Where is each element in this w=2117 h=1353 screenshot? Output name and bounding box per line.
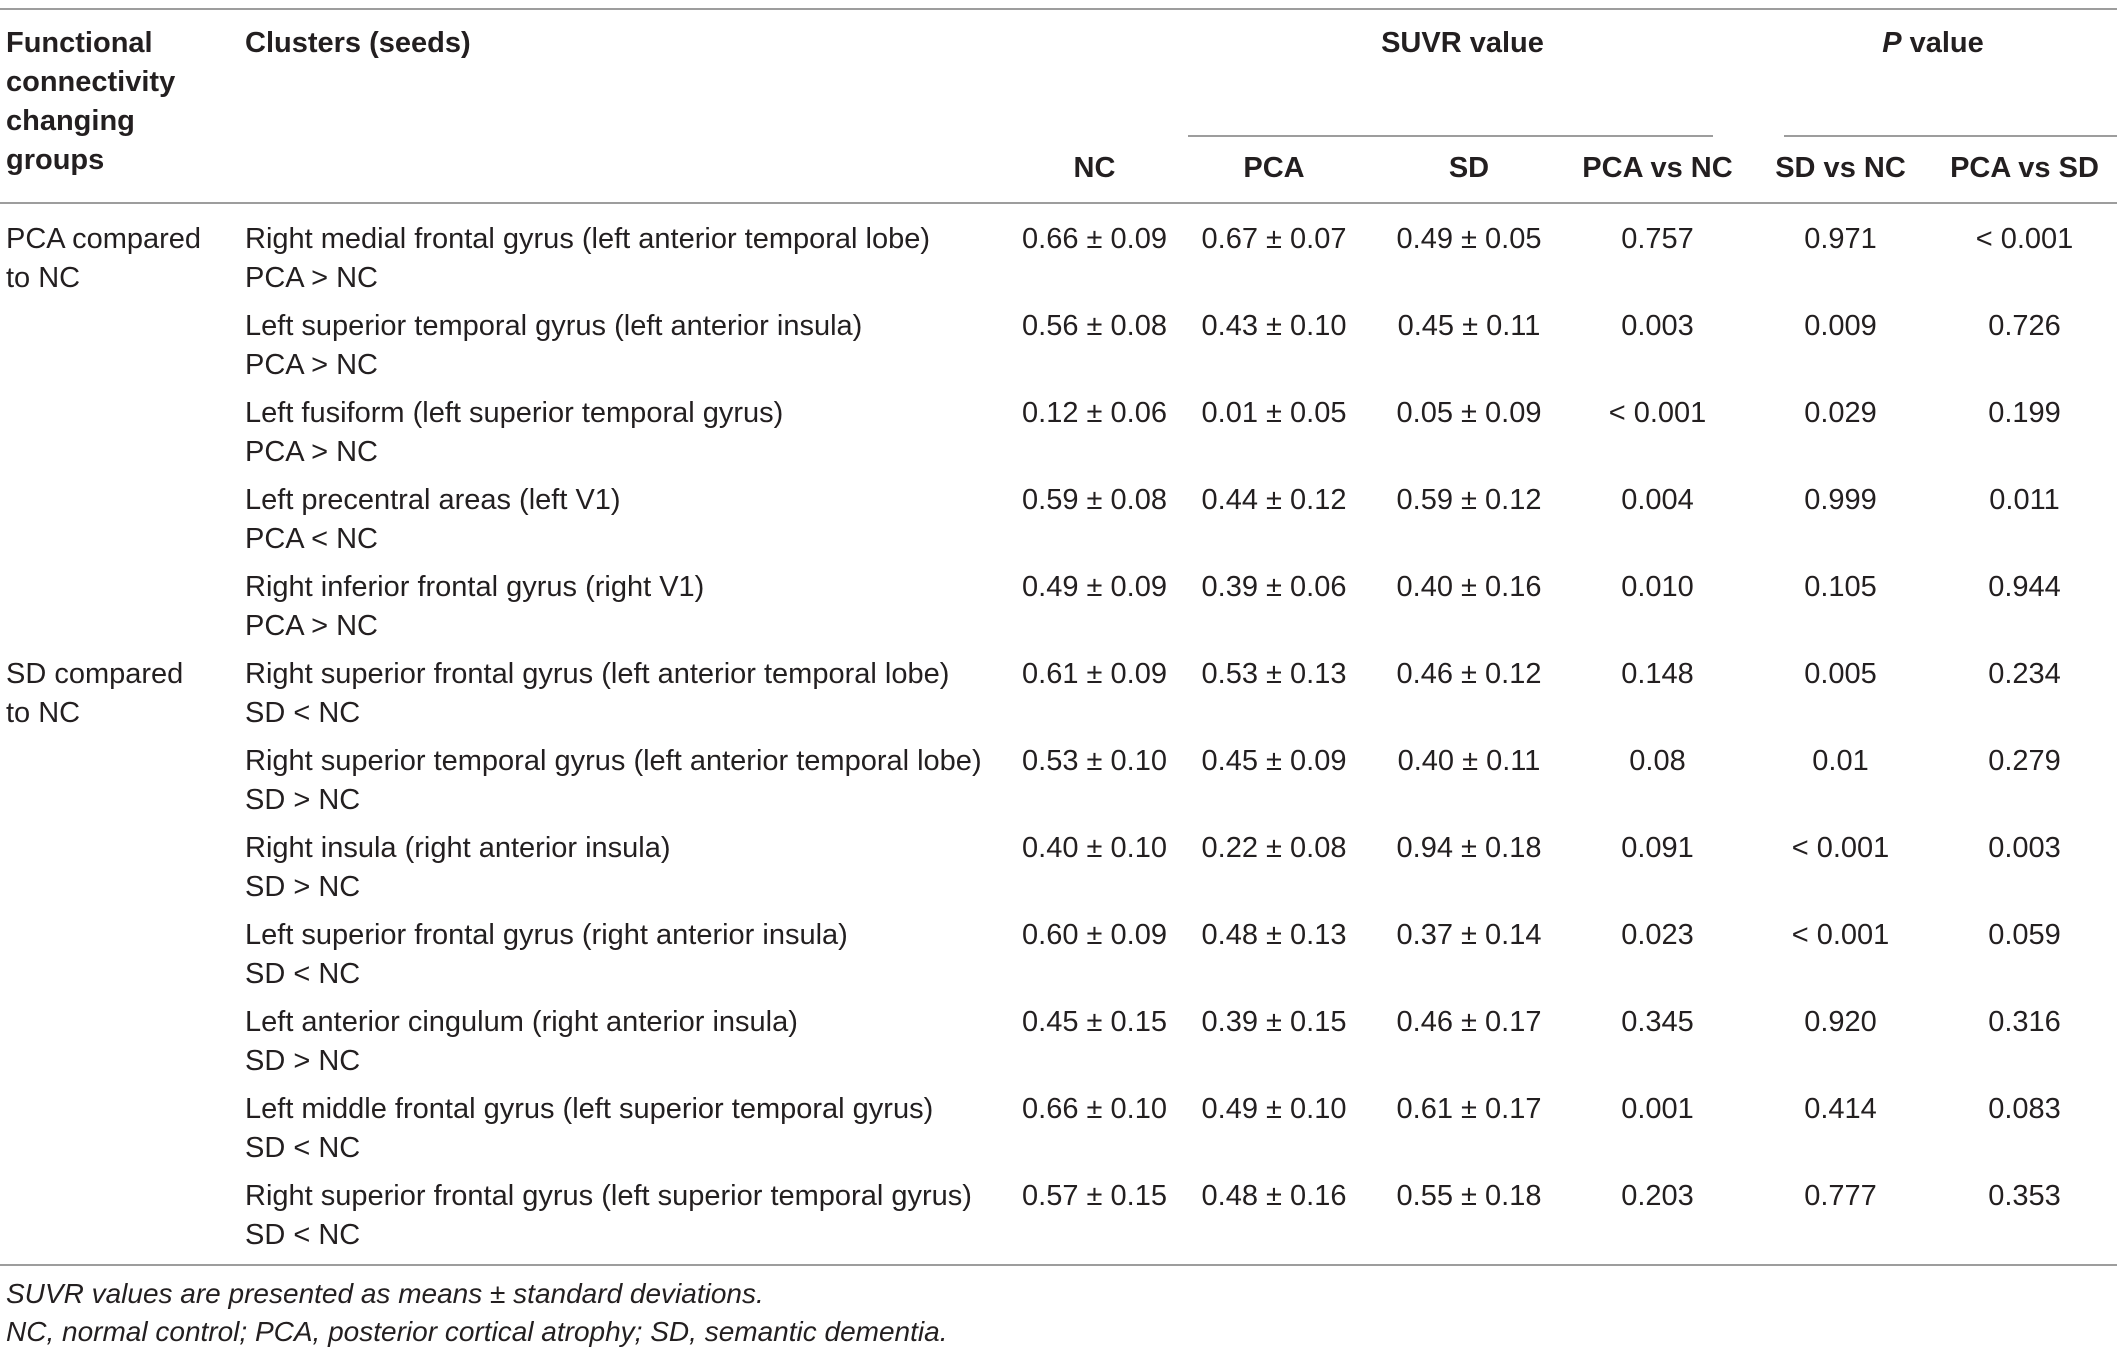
suvr-pca: 0.39 ± 0.15 (1201, 1006, 1347, 1038)
cluster-name: Left superior frontal gyrus (right anterior insula) (245, 919, 848, 951)
cluster-cell (245, 916, 1013, 1003)
suvr-pca: 0.44 ± 0.12 (1201, 484, 1347, 516)
table-body (0, 203, 2117, 1265)
suvr-sd: 0.40 ± 0.11 (1397, 745, 1541, 777)
cluster-cell (245, 1003, 1013, 1090)
p-pca-vs-nc: < 0.001 (1608, 397, 1707, 429)
p-pca-vs-sd: < 0.001 (1975, 223, 2074, 255)
p-pca-vs-nc: 0.203 (1621, 1180, 1694, 1212)
p-pca-vs-sd: 0.059 (1988, 919, 2061, 951)
cluster-cell (245, 203, 1013, 307)
table-row (0, 568, 2117, 655)
header-pca-vs-nc: PCA vs NC (1582, 152, 1733, 184)
suvr-pca: 0.43 ± 0.10 (1201, 310, 1347, 342)
cluster-cell (245, 481, 1013, 568)
cluster-direction: SD > NC (245, 784, 361, 816)
cluster-name: Right inferior frontal gyrus (right V1) (245, 571, 705, 603)
cluster-direction: SD < NC (245, 958, 361, 990)
table-row (0, 742, 2117, 829)
header-col1-line: groups (6, 144, 105, 176)
table-row (0, 829, 2117, 916)
header-p-underline (1784, 135, 2117, 137)
cluster-direction: SD < NC (245, 1132, 361, 1164)
table-row (0, 1090, 2117, 1177)
p-sd-vs-nc: 0.029 (1804, 397, 1877, 429)
p-pca-vs-nc: 0.091 (1621, 832, 1694, 864)
suvr-nc: 0.56 ± 0.08 (1022, 310, 1167, 342)
suvr-pca: 0.53 ± 0.13 (1201, 658, 1347, 690)
cluster-cell (245, 1090, 1013, 1177)
table-row (0, 655, 2117, 742)
header-clusters: Clusters (seeds) (245, 9, 1013, 203)
p-sd-vs-nc: 0.999 (1804, 484, 1877, 516)
cluster-direction: PCA > NC (245, 349, 378, 381)
suvr-pca: 0.39 ± 0.06 (1201, 571, 1347, 603)
cluster-name: Right insula (right anterior insula) (245, 832, 671, 864)
suvr-sd: 0.94 ± 0.18 (1396, 832, 1542, 864)
p-pca-vs-nc: 0.001 (1621, 1093, 1694, 1125)
p-pca-vs-nc: 0.148 (1621, 658, 1694, 690)
p-pca-vs-sd: 0.234 (1988, 658, 2061, 690)
suvr-pca: 0.01 ± 0.05 (1201, 397, 1347, 429)
header-row-1 (0, 9, 2117, 137)
cluster-direction: SD > NC (245, 1045, 361, 1077)
suvr-pca: 0.49 ± 0.10 (1201, 1093, 1347, 1125)
cluster-direction: SD < NC (245, 1219, 361, 1251)
footnote-suvr: SUVR values are presented as means ± standard deviations. (6, 1278, 764, 1309)
footnote-abbreviations: NC, normal control; PCA, posterior cortical atrophy; SD, semantic dementia. (6, 1316, 948, 1347)
table-row (0, 481, 2117, 568)
table-row (0, 203, 2117, 307)
p-sd-vs-nc: 0.105 (1804, 571, 1877, 603)
cluster-direction: PCA > NC (245, 262, 378, 294)
cluster-name: Left middle frontal gyrus (left superior temporal gyrus) (245, 1093, 934, 1125)
suvr-nc: 0.59 ± 0.08 (1022, 484, 1167, 516)
p-sd-vs-nc: 0.01 (1812, 745, 1869, 777)
cluster-name: Left superior temporal gyrus (left anterior insula) (245, 310, 863, 342)
cluster-name: Right superior frontal gyrus (left anterior temporal lobe) (245, 658, 950, 690)
p-sd-vs-nc: 0.005 (1804, 658, 1877, 690)
cluster-cell (245, 307, 1013, 394)
p-sd-vs-nc: < 0.001 (1791, 832, 1890, 864)
p-pca-vs-sd: 0.353 (1988, 1180, 2061, 1212)
cluster-name: Left anterior cingulum (right anterior insula) (245, 1006, 798, 1038)
p-pca-vs-nc: 0.023 (1621, 919, 1694, 951)
table-row (0, 1003, 2117, 1090)
suvr-nc: 0.45 ± 0.15 (1022, 1006, 1167, 1038)
header-col1-line: Functional (6, 27, 153, 59)
suvr-sd: 0.59 ± 0.12 (1396, 484, 1542, 516)
table-row (0, 394, 2117, 481)
group-label-pca (0, 203, 245, 655)
cluster-cell (245, 1177, 1013, 1265)
suvr-sd: 0.45 ± 0.11 (1397, 310, 1541, 342)
suvr-nc: 0.60 ± 0.09 (1022, 919, 1167, 951)
p-sd-vs-nc: 0.920 (1804, 1006, 1877, 1038)
header-functional-connectivity (0, 9, 245, 203)
header-suvr-underline (1188, 135, 1713, 137)
cluster-direction: SD < NC (245, 697, 361, 729)
cluster-direction: SD > NC (245, 871, 361, 903)
p-sd-vs-nc: < 0.001 (1791, 919, 1890, 951)
suvr-sd: 0.37 ± 0.14 (1396, 919, 1542, 951)
p-pca-vs-nc: 0.345 (1621, 1006, 1694, 1038)
p-pca-vs-nc: 0.004 (1621, 484, 1694, 516)
cluster-name: Left precentral areas (left V1) (245, 484, 621, 516)
suvr-pca: 0.22 ± 0.08 (1201, 832, 1347, 864)
header-spacer (1013, 9, 1176, 137)
header-p-italic: P (1882, 27, 1902, 59)
suvr-sd: 0.55 ± 0.18 (1396, 1180, 1542, 1212)
suvr-pca: 0.48 ± 0.13 (1201, 919, 1347, 951)
cluster-name: Right superior frontal gyrus (left superior temporal gyrus) (245, 1180, 972, 1212)
group-label-line: to NC (6, 697, 81, 729)
header-col1-line: connectivity (6, 66, 176, 98)
suvr-nc: 0.66 ± 0.09 (1022, 223, 1167, 255)
cluster-direction: PCA > NC (245, 610, 378, 642)
p-pca-vs-nc: 0.010 (1621, 571, 1694, 603)
header-p-rest: value (1901, 27, 1984, 59)
suvr-pca: 0.48 ± 0.16 (1201, 1180, 1347, 1212)
suvr-nc: 0.12 ± 0.06 (1022, 397, 1167, 429)
cluster-name: Right superior temporal gyrus (left anterior temporal lobe) (245, 745, 982, 777)
p-pca-vs-sd: 0.316 (1988, 1006, 2061, 1038)
p-pca-vs-sd: 0.083 (1988, 1093, 2061, 1125)
suvr-sd: 0.46 ± 0.17 (1396, 1006, 1542, 1038)
p-pca-vs-sd: 0.199 (1988, 397, 2061, 429)
suvr-sd: 0.46 ± 0.12 (1396, 658, 1542, 690)
suvr-sd: 0.49 ± 0.05 (1396, 223, 1542, 255)
p-sd-vs-nc: 0.777 (1804, 1180, 1877, 1212)
cluster-cell (245, 568, 1013, 655)
group-label-line: to NC (6, 262, 81, 294)
cluster-direction: PCA > NC (245, 436, 378, 468)
p-pca-vs-nc: 0.003 (1621, 310, 1694, 342)
p-sd-vs-nc: 0.971 (1804, 223, 1877, 255)
p-pca-vs-sd: 0.003 (1988, 832, 2061, 864)
header-col1-line: changing (6, 105, 135, 137)
header-p-value (1749, 9, 2117, 137)
p-pca-vs-sd: 0.944 (1988, 571, 2061, 603)
header-pca-vs-sd: PCA vs SD (1950, 152, 2099, 184)
p-pca-vs-sd: 0.726 (1988, 310, 2061, 342)
p-pca-vs-nc: 0.08 (1629, 745, 1686, 777)
cluster-cell (245, 655, 1013, 742)
suvr-sd: 0.61 ± 0.17 (1396, 1093, 1542, 1125)
suvr-nc: 0.66 ± 0.10 (1022, 1093, 1167, 1125)
p-pca-vs-sd: 0.011 (1989, 484, 2060, 516)
cluster-direction: PCA < NC (245, 523, 378, 555)
cluster-cell (245, 394, 1013, 481)
header-suvr-value (1176, 9, 1749, 137)
group-label-line: SD compared (6, 658, 184, 690)
header-sd: SD (1448, 152, 1490, 184)
header-pca: PCA (1243, 152, 1305, 184)
cluster-cell (245, 829, 1013, 916)
p-sd-vs-nc: 0.009 (1804, 310, 1877, 342)
suvr-nc: 0.40 ± 0.10 (1022, 832, 1167, 864)
suvr-pca: 0.67 ± 0.07 (1201, 223, 1347, 255)
suvr-nc: 0.57 ± 0.15 (1022, 1180, 1167, 1212)
table-row (0, 307, 2117, 394)
cluster-cell (245, 742, 1013, 829)
suvr-sd: 0.05 ± 0.09 (1396, 397, 1542, 429)
suvr-sd: 0.40 ± 0.16 (1396, 571, 1542, 603)
suvr-nc: 0.61 ± 0.09 (1022, 658, 1167, 690)
header-nc: NC (1073, 152, 1116, 184)
header-sd-vs-nc: SD vs NC (1775, 152, 1906, 184)
suvr-nc: 0.49 ± 0.09 (1022, 571, 1167, 603)
p-pca-vs-nc: 0.757 (1621, 223, 1694, 255)
group-label-sd (0, 655, 245, 1265)
cluster-name: Left fusiform (left superior temporal gyrus) (245, 397, 784, 429)
header-suvr-label: SUVR value (1381, 27, 1544, 59)
group-label-line: PCA compared (6, 223, 202, 255)
cluster-name: Right medial frontal gyrus (left anterior temporal lobe) (245, 223, 931, 255)
table-row (0, 1177, 2117, 1265)
suvr-pca: 0.45 ± 0.09 (1201, 745, 1347, 777)
p-sd-vs-nc: 0.414 (1804, 1093, 1877, 1125)
p-pca-vs-sd: 0.279 (1988, 745, 2061, 777)
suvr-nc: 0.53 ± 0.10 (1022, 745, 1167, 777)
table-row (0, 916, 2117, 1003)
data-table (0, 8, 2117, 1266)
